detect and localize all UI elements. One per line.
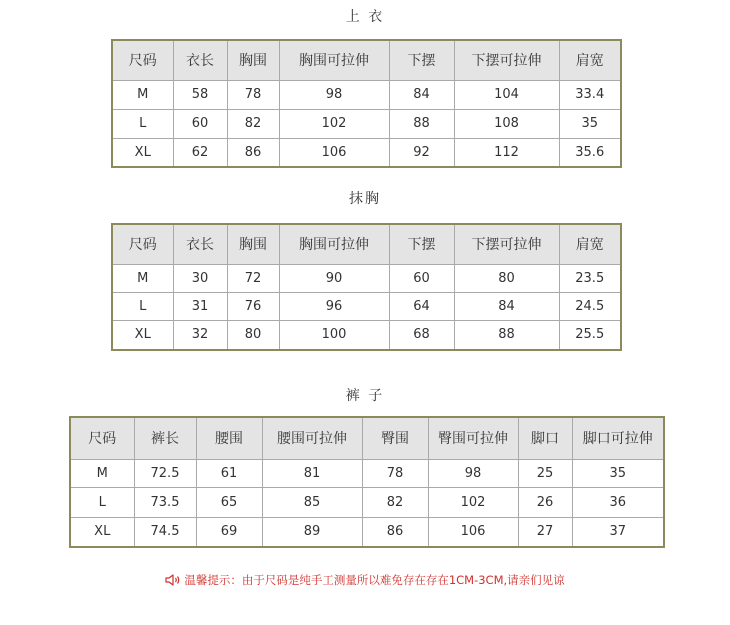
col-header-hem: 下摆 <box>389 224 454 264</box>
cell: 72 <box>227 264 279 292</box>
table-header-row <box>112 40 621 80</box>
cell: 112 <box>454 138 559 167</box>
cell: 30 <box>173 264 227 292</box>
size-table-pants <box>69 416 665 548</box>
cell: 82 <box>362 487 428 517</box>
section-title-bandeau: 抹胸 <box>349 191 381 207</box>
cell: 84 <box>454 292 559 320</box>
col-header-hip: 臀围 <box>362 417 428 459</box>
cell: 76 <box>227 292 279 320</box>
cell: 62 <box>173 138 227 167</box>
col-header-waist-stretch: 腰围可拉伸 <box>262 417 362 459</box>
col-header-hem-stretch: 下摆可拉伸 <box>454 224 559 264</box>
cell: 60 <box>173 109 227 138</box>
col-header-bust: 胸围 <box>227 40 279 80</box>
cell: XL <box>70 517 134 547</box>
cell: L <box>112 109 173 138</box>
cell: 80 <box>454 264 559 292</box>
cell: L <box>112 292 173 320</box>
cell: 31 <box>173 292 227 320</box>
col-header-shoulder: 肩宽 <box>559 40 621 80</box>
col-header-bust-stretch: 胸围可拉伸 <box>279 224 389 264</box>
cell: 33.4 <box>559 80 621 109</box>
table-row <box>112 138 621 167</box>
cell: 88 <box>454 320 559 350</box>
col-header-length: 衣长 <box>173 40 227 80</box>
cell: 36 <box>572 487 664 517</box>
size-table-top <box>111 39 622 168</box>
section-title-top: 上 衣 <box>345 9 385 25</box>
size-tip <box>0 572 730 588</box>
cell: 32 <box>173 320 227 350</box>
cell: 74.5 <box>134 517 196 547</box>
cell: 85 <box>262 487 362 517</box>
cell: 58 <box>173 80 227 109</box>
col-header-leg-opening-stretch: 脚口可拉伸 <box>572 417 664 459</box>
table-row <box>112 292 621 320</box>
cell: XL <box>112 320 173 350</box>
cell: 78 <box>362 459 428 487</box>
cell: 73.5 <box>134 487 196 517</box>
cell: 61 <box>196 459 262 487</box>
cell: 96 <box>279 292 389 320</box>
cell: 84 <box>389 80 454 109</box>
cell: 106 <box>279 138 389 167</box>
cell: 102 <box>279 109 389 138</box>
cell: 98 <box>279 80 389 109</box>
cell: 106 <box>428 517 518 547</box>
cell: 80 <box>227 320 279 350</box>
table-header-row <box>112 224 621 264</box>
cell: 25.5 <box>559 320 621 350</box>
col-header-bust-stretch: 胸围可拉伸 <box>279 40 389 80</box>
cell: 25 <box>518 459 572 487</box>
cell: 104 <box>454 80 559 109</box>
cell: 98 <box>428 459 518 487</box>
cell: M <box>70 459 134 487</box>
cell: 81 <box>262 459 362 487</box>
cell: 102 <box>428 487 518 517</box>
col-header-length: 衣长 <box>173 224 227 264</box>
cell: 78 <box>227 80 279 109</box>
cell: 26 <box>518 487 572 517</box>
col-header-size: 尺码 <box>70 417 134 459</box>
cell: 86 <box>227 138 279 167</box>
col-header-hip-stretch: 臀围可拉伸 <box>428 417 518 459</box>
cell: 27 <box>518 517 572 547</box>
table-header-row <box>70 417 664 459</box>
cell: 92 <box>389 138 454 167</box>
table-row <box>70 517 664 547</box>
col-header-waist: 腰围 <box>196 417 262 459</box>
cell: 82 <box>227 109 279 138</box>
cell: 23.5 <box>559 264 621 292</box>
table-row <box>112 80 621 109</box>
cell: 68 <box>389 320 454 350</box>
cell: 90 <box>279 264 389 292</box>
cell: 100 <box>279 320 389 350</box>
cell: 88 <box>389 109 454 138</box>
cell: L <box>70 487 134 517</box>
cell: 24.5 <box>559 292 621 320</box>
col-header-hem: 下摆 <box>389 40 454 80</box>
cell: 86 <box>362 517 428 547</box>
cell: M <box>112 80 173 109</box>
table-row <box>70 487 664 517</box>
col-header-bust: 胸围 <box>227 224 279 264</box>
cell: 37 <box>572 517 664 547</box>
size-table-bandeau <box>111 223 622 351</box>
cell: 64 <box>389 292 454 320</box>
col-header-size: 尺码 <box>112 40 173 80</box>
col-header-pant-length: 裤长 <box>134 417 196 459</box>
table-row <box>70 459 664 487</box>
col-header-hem-stretch: 下摆可拉伸 <box>454 40 559 80</box>
cell: 65 <box>196 487 262 517</box>
cell: 35.6 <box>559 138 621 167</box>
cell: 35 <box>559 109 621 138</box>
section-title-pants: 裤 子 <box>345 388 385 404</box>
tip-text: 温馨提示：由于尺码是纯手工测量所以难免存在存在1CM-3CM,请亲们见谅 <box>184 573 565 587</box>
col-header-leg-opening: 脚口 <box>518 417 572 459</box>
col-header-size: 尺码 <box>112 224 173 264</box>
speaker-icon <box>165 574 181 586</box>
cell: 69 <box>196 517 262 547</box>
cell: 89 <box>262 517 362 547</box>
cell: M <box>112 264 173 292</box>
table-row <box>112 320 621 350</box>
col-header-shoulder: 肩宽 <box>559 224 621 264</box>
cell: 108 <box>454 109 559 138</box>
table-row <box>112 109 621 138</box>
table-row <box>112 264 621 292</box>
cell: 35 <box>572 459 664 487</box>
cell: XL <box>112 138 173 167</box>
cell: 72.5 <box>134 459 196 487</box>
cell: 60 <box>389 264 454 292</box>
